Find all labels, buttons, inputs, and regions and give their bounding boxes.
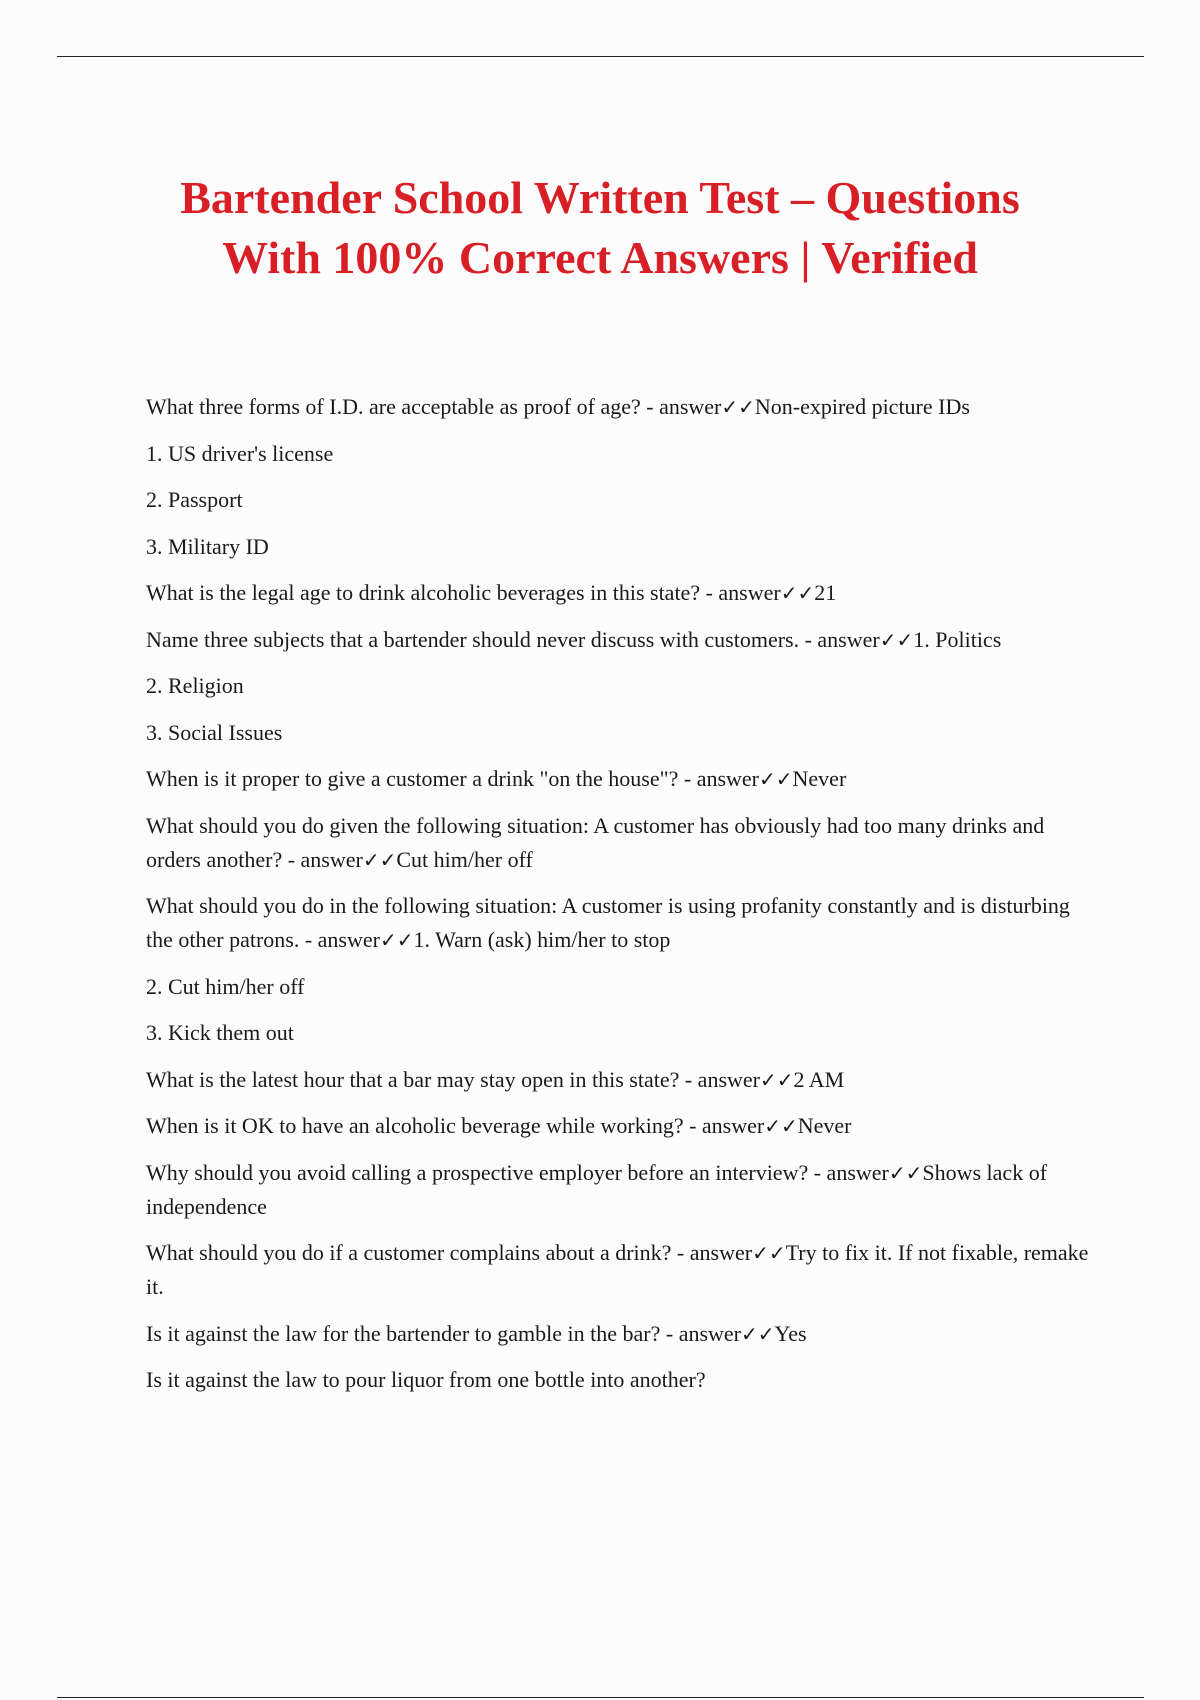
double-check-icon: ✓✓ [379,928,414,952]
question-text: Name three subjects that a bartender should never discuss with customers. - answer [146,626,880,652]
double-check-icon: ✓✓ [879,627,914,652]
qa-item [146,623,1096,657]
answer-text: Non-expired picture IDs [754,394,970,419]
answer-text: Cut him/her off [396,846,533,872]
question-text: When is it proper to give a customer a drink "on the house"? - answer [146,766,760,791]
answer-text: 2 AM [793,1066,845,1092]
qa-item [146,1109,1096,1143]
list-item [146,530,1096,564]
list-item-text: 2. Passport [146,487,243,512]
list-item [146,1016,1096,1050]
question-text: What three forms of I.D. are acceptable as proof of age? - answer [146,394,722,419]
answer-text: Never [797,1113,852,1138]
list-item-text: 1. US driver's license [146,440,334,466]
double-check-icon: ✓✓ [759,1067,794,1092]
top-rule [57,56,1144,57]
answer-text: Shows lack of independence [146,1159,1048,1219]
double-check-icon: ✓✓ [721,395,755,419]
qa-item [146,1236,1096,1304]
double-check-icon: ✓✓ [888,1160,923,1185]
page-title [100,168,1100,288]
answer-text: 21 [814,580,837,605]
qa-item [146,390,1096,424]
qa-item [146,576,1096,610]
answer-text: 1. Warn (ask) him/her to stop [413,927,671,952]
list-item-text: 2. Cut him/her off [146,973,305,999]
qa-item [146,1063,1096,1097]
qa-item [146,1317,1096,1351]
qa-item [146,889,1096,957]
list-item-text: 2. Religion [146,673,244,698]
question-text: What should you do in the following situation: A customer is using profanity constantly and is disturbing the other patrons. - answer [146,893,1070,952]
list-item-text: 3. Military ID [146,533,269,559]
double-check-icon: ✓✓ [759,767,793,791]
question-text: Is it against the law for the bartender to gamble in the bar? - answer [146,1320,741,1346]
list-item [146,437,1096,471]
title-line-2: With 100% Correct Answers | Verified [222,232,978,283]
qa-list [146,390,1096,1410]
qa-item [146,762,1096,796]
question-text: What is the legal age to drink alcoholic beverages in this state? - answer [146,580,781,605]
list-item-text: Is it against the law to pour liquor from one bottle into another? [146,1367,706,1392]
answer-text: Yes [774,1320,807,1346]
list-item-text: 3. Kick them out [146,1020,294,1045]
double-check-icon: ✓✓ [741,1321,775,1346]
qa-item [146,1156,1096,1224]
qa-item [146,809,1096,877]
double-check-icon: ✓✓ [780,581,815,605]
answer-text: Never [792,766,847,791]
question-text: What is the latest hour that a bar may stay open in this state? - answer [146,1066,760,1092]
list-item [146,669,1096,703]
double-check-icon: ✓✓ [362,847,397,872]
answer-text: Try to fix it. If not fixable, remake it. [146,1240,1089,1299]
question-text: When is it OK to have an alcoholic beverage while working? - answer [146,1113,765,1138]
list-item [146,970,1096,1004]
double-check-icon: ✓✓ [764,1114,798,1138]
answer-text: 1. Politics [913,626,1002,652]
question-text: What should you do if a customer complains about a drink? - answer [146,1240,753,1265]
bottom-rule [57,1697,1144,1698]
question-text: What should you do given the following situation: A customer has obviously had too many drinks and orders another? - answer [146,812,1045,872]
double-check-icon: ✓✓ [752,1241,786,1265]
title-line-1: Bartender School Written Test – Questions [180,172,1020,223]
list-item-text: 3. Social Issues [146,719,283,745]
list-item [146,716,1096,750]
list-item [146,483,1096,517]
list-item [146,1363,1096,1397]
question-text: Why should you avoid calling a prospective employer before an interview? - answer [146,1159,889,1185]
